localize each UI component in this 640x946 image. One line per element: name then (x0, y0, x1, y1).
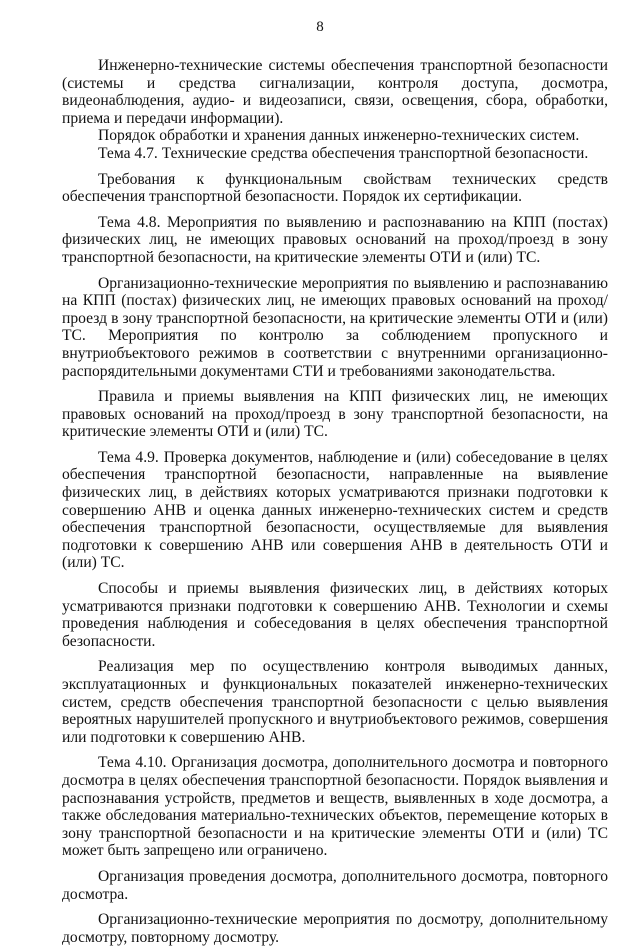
paragraph-technical-requirements: Требования к функциональным свойствам технических средств обеспечения транспортной безопасности. Порядок их сертификации. (62, 170, 608, 206)
topic-4-8-heading: Тема 4.8. Мероприятия по выявлению и распознаванию на КПП (постах) физических лиц, не имеющих правовых оснований на проход/проезд в зону транспортной безопасности, на критические элементы ОТИ и (или) ТС. (62, 213, 608, 266)
topic-4-10-heading: Тема 4.10. Организация досмотра, дополнительного досмотра и повторного досмотра в целях обеспечения транспортной безопасности. Порядок выявления и распознавания устройств, предметов и веществ, выявленных в ходе досмотра, а также обследования материально-технических объектов, перемещение которых в зону транспортной безопасности и на критические элементы ОТИ и (или) ТС может быть запрещено или ограничено. (62, 754, 608, 860)
topic-4-7-heading: Тема 4.7. Технические средства обеспечения транспортной безопасности. (98, 144, 589, 162)
paragraph-org-tech-measures: Организационно-технические мероприятия по выявлению и распознаванию на КПП (постах) физических лиц, не имеющих правовых оснований на проход/проезд в зону транспортной безопасности, на критические элементы ОТИ и (или) ТС. Мероприятия по контролю за соблюдением пропускного и внутриобъектового режимов в соответствии с внутренними организационно-распорядительными документами СТИ и требованиями законодательства. (62, 274, 608, 380)
page-number: 8 (316, 19, 324, 35)
paragraph-inspection-measures: Организационно-технические мероприятия по досмотру, дополнительному досмотру, повторному досмотру. (62, 911, 608, 946)
topic-4-9-heading: Тема 4.9. Проверка документов, наблюдение и (или) собеседование в целях обеспечения транспортной безопасности, направленные на выявление физических лиц, в действиях которых усматриваются признаки подготовки к совершению АНВ и оценка данных инженерно-технических систем и средств обеспечения транспортной безопасности, осуществляемые для выявления подготовки к совершению АНВ или совершения АНВ в деятельность ОТИ и (или) ТС. (62, 448, 608, 572)
document-body (62, 57, 608, 946)
paragraph-rules-and-methods: Правила и приемы выявления на КПП физических лиц, не имеющих правовых оснований на проход/проезд в зону транспортной безопасности, на критические элементы ОТИ и (или) ТС. (62, 388, 608, 441)
paragraph-detection-methods: Способы и приемы выявления физических лиц, в действиях которых усматриваются признаки подготовки к совершению АНВ. Технологии и схемы проведения наблюдения и собеседования в целях обеспечения транспортной безопасности. (62, 580, 608, 650)
paragraph-systems-list: Инженерно-технические системы обеспечения транспортной безопасности (системы и средства сигнализации, контроля доступа, досмотра, видеонаблюдения, аудио- и видеозаписи, связи, освещения, сбора, обработки, приема и передачи информации). (62, 57, 608, 127)
paragraph-control-measures: Реализация мер по осуществлению контроля выводимых данных, эксплуатационных и функциональных показателей инженерно-технических систем, средств обеспечения транспортной безопасности с целью выявления вероятных нарушителей пропускного и внутриобъектового режимов, совершения или подготовки к совершению АНВ. (62, 658, 608, 746)
paragraph-inspection-organization: Организация проведения досмотра, дополнительного досмотра, повторного досмотра. (62, 867, 608, 903)
paragraph-data-processing: Порядок обработки и хранения данных инженерно-технических систем. (98, 127, 580, 145)
